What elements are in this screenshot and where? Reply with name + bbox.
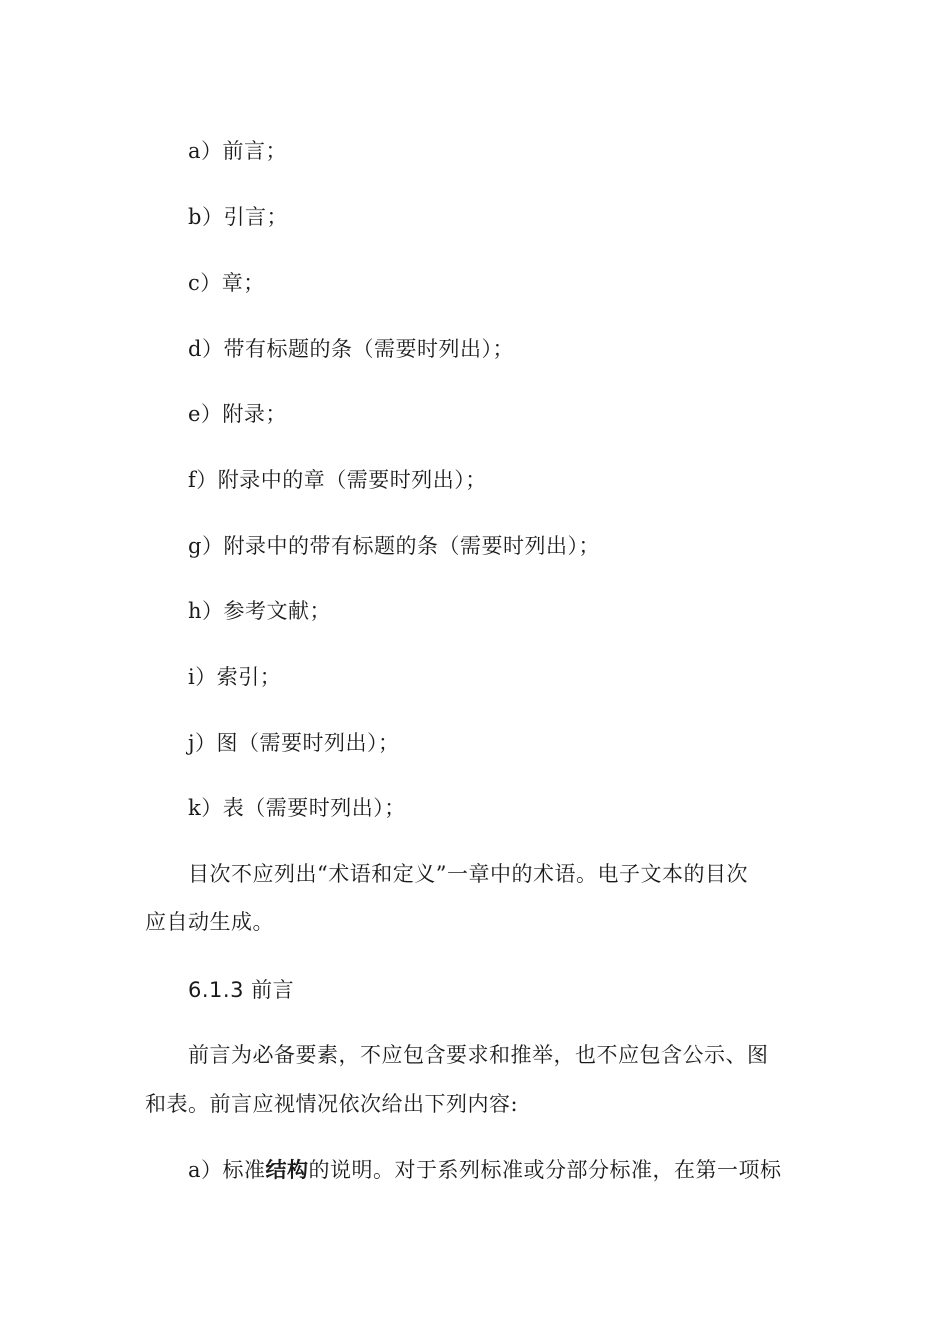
preface-para-line-2: 和表。前言应视情况依次给出下列内容: [145, 1092, 519, 1116]
toc-item-c: c）章； [188, 271, 265, 295]
toc-item-j: j）图（需要时列出）； [188, 731, 400, 755]
preface-para-line-1: 前言为必备要素，不应包含要求和推举，也不应包含公示、图 [145, 1043, 769, 1067]
section-heading: 6.1.3 前言 [188, 978, 295, 1002]
toc-item-e: e）附录； [188, 402, 287, 426]
toc-item-g: g）附录中的带有标题的条（需要时列出）； [188, 534, 600, 558]
toc-item-f: f）附录中的章（需要时列出）； [188, 468, 487, 492]
preface-item-a-bold-term: 结构 [265, 1158, 309, 1182]
toc-item-d: d）带有标题的条（需要时列出）； [188, 337, 514, 361]
toc-item-a: a）前言； [188, 139, 288, 163]
toc-item-k: k）表（需要时列出）； [188, 796, 406, 820]
toc-note-line-2: 应自动生成。 [145, 910, 274, 934]
toc-item-i: i）索引； [188, 665, 282, 689]
preface-item-a-suffix: 的说明。对于系列标准或分部分标准，在第一项标 [308, 1158, 782, 1182]
toc-item-b: b）引言； [188, 205, 288, 229]
preface-item-a [188, 1156, 782, 1184]
toc-note-line-1: 目次不应列出“术语和定义”一章中的术语。电子文本的目次 [145, 862, 748, 886]
toc-item-h: h）参考文献； [188, 599, 332, 623]
preface-item-a-prefix: a）标准 [188, 1158, 266, 1182]
